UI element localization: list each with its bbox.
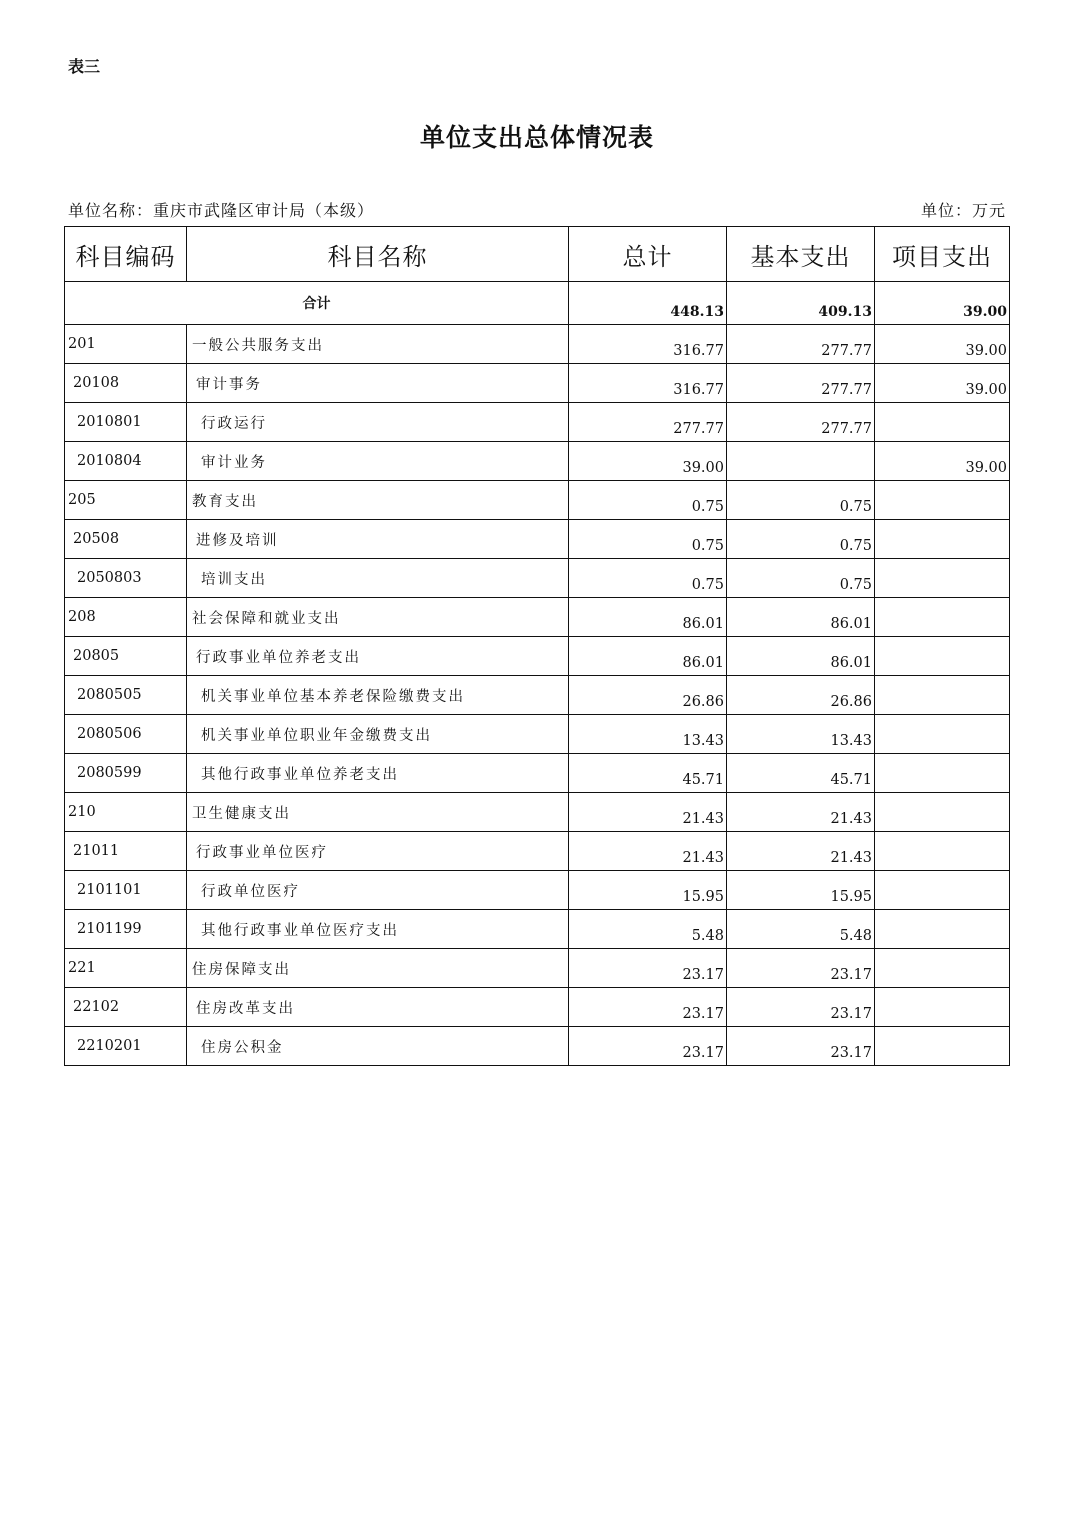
row-project (875, 949, 1010, 988)
table-row (65, 871, 1010, 910)
row-basic: 26.86 (727, 676, 875, 715)
row-total: 15.95 (569, 871, 727, 910)
row-total: 23.17 (569, 949, 727, 988)
row-project (875, 832, 1010, 871)
row-basic: 86.01 (727, 637, 875, 676)
row-project (875, 598, 1010, 637)
row-total: 316.77 (569, 325, 727, 364)
table-row (65, 676, 1010, 715)
row-total: 26.86 (569, 676, 727, 715)
row-total: 45.71 (569, 754, 727, 793)
header-project: 项目支出 (875, 227, 1010, 282)
row-basic: 0.75 (727, 481, 875, 520)
row-total: 86.01 (569, 637, 727, 676)
page-label: 表三 (68, 57, 101, 76)
header-basic: 基本支出 (727, 227, 875, 282)
row-name: 进修及培训 (187, 520, 569, 559)
row-code: 22102 (65, 988, 187, 1027)
row-name: 行政事业单位养老支出 (187, 637, 569, 676)
row-code: 21011 (65, 832, 187, 871)
row-code: 208 (65, 598, 187, 637)
row-name: 其他行政事业单位医疗支出 (187, 910, 569, 949)
row-basic: 277.77 (727, 364, 875, 403)
row-basic: 23.17 (727, 1027, 875, 1066)
row-basic: 23.17 (727, 949, 875, 988)
row-code: 20108 (65, 364, 187, 403)
row-project (875, 520, 1010, 559)
total-label: 合计 (65, 282, 569, 325)
table-header-row (65, 227, 1010, 282)
row-name: 社会保障和就业支出 (187, 598, 569, 637)
row-total: 39.00 (569, 442, 727, 481)
table-row (65, 403, 1010, 442)
table-row (65, 325, 1010, 364)
row-basic: 0.75 (727, 559, 875, 598)
row-project (875, 637, 1010, 676)
table-row (65, 949, 1010, 988)
row-code: 2080505 (65, 676, 187, 715)
table-row (65, 793, 1010, 832)
row-basic: 23.17 (727, 988, 875, 1027)
row-basic: 21.43 (727, 832, 875, 871)
row-code: 20805 (65, 637, 187, 676)
total-row (65, 282, 1010, 325)
row-name: 住房改革支出 (187, 988, 569, 1027)
table-row (65, 442, 1010, 481)
row-name: 住房保障支出 (187, 949, 569, 988)
row-total: 316.77 (569, 364, 727, 403)
expenditure-table (64, 226, 1010, 1066)
table-row (65, 754, 1010, 793)
row-project (875, 715, 1010, 754)
row-project (875, 793, 1010, 832)
row-project: 39.00 (875, 442, 1010, 481)
row-name: 机关事业单位基本养老保险缴费支出 (187, 676, 569, 715)
row-code: 210 (65, 793, 187, 832)
row-basic: 15.95 (727, 871, 875, 910)
table-row (65, 910, 1010, 949)
row-total: 23.17 (569, 1027, 727, 1066)
row-code: 2101199 (65, 910, 187, 949)
row-code: 2080599 (65, 754, 187, 793)
row-project (875, 481, 1010, 520)
table-row (65, 832, 1010, 871)
table-row (65, 988, 1010, 1027)
row-basic: 86.01 (727, 598, 875, 637)
row-project (875, 676, 1010, 715)
row-project (875, 988, 1010, 1027)
row-basic: 45.71 (727, 754, 875, 793)
row-project (875, 754, 1010, 793)
row-project (875, 1027, 1010, 1066)
total-total: 448.13 (569, 282, 727, 325)
table-row (65, 598, 1010, 637)
table-row (65, 637, 1010, 676)
row-total: 0.75 (569, 559, 727, 598)
row-total: 21.43 (569, 793, 727, 832)
header-name: 科目名称 (187, 227, 569, 282)
row-code: 2050803 (65, 559, 187, 598)
row-code: 2210201 (65, 1027, 187, 1066)
row-code: 221 (65, 949, 187, 988)
row-name: 行政事业单位医疗 (187, 832, 569, 871)
table-row (65, 1027, 1010, 1066)
row-total: 21.43 (569, 832, 727, 871)
page-title: 单位支出总体情况表 (419, 123, 654, 152)
row-name: 培训支出 (187, 559, 569, 598)
unit-name: 单位名称：重庆市武隆区审计局（本级） (68, 201, 375, 220)
row-basic: 21.43 (727, 793, 875, 832)
table-row (65, 364, 1010, 403)
row-name: 住房公积金 (187, 1027, 569, 1066)
row-code: 201 (65, 325, 187, 364)
row-total: 5.48 (569, 910, 727, 949)
total-basic: 409.13 (727, 282, 875, 325)
header-total: 总计 (569, 227, 727, 282)
row-total: 0.75 (569, 481, 727, 520)
row-basic: 277.77 (727, 403, 875, 442)
row-name: 其他行政事业单位养老支出 (187, 754, 569, 793)
row-code: 205 (65, 481, 187, 520)
row-code: 2010804 (65, 442, 187, 481)
header-code: 科目编码 (65, 227, 187, 282)
row-project (875, 871, 1010, 910)
table-row (65, 481, 1010, 520)
row-basic (727, 442, 875, 481)
row-name: 行政单位医疗 (187, 871, 569, 910)
row-basic: 13.43 (727, 715, 875, 754)
row-basic: 0.75 (727, 520, 875, 559)
total-project: 39.00 (875, 282, 1010, 325)
row-total: 13.43 (569, 715, 727, 754)
row-name: 机关事业单位职业年金缴费支出 (187, 715, 569, 754)
row-basic: 5.48 (727, 910, 875, 949)
row-name: 一般公共服务支出 (187, 325, 569, 364)
row-name: 卫生健康支出 (187, 793, 569, 832)
row-project (875, 559, 1010, 598)
row-code: 2080506 (65, 715, 187, 754)
row-basic: 277.77 (727, 325, 875, 364)
row-code: 2101101 (65, 871, 187, 910)
row-project (875, 403, 1010, 442)
row-total: 23.17 (569, 988, 727, 1027)
row-total: 86.01 (569, 598, 727, 637)
table-row (65, 520, 1010, 559)
unit-label: 单位：万元 (920, 201, 1006, 220)
row-total: 277.77 (569, 403, 727, 442)
row-project (875, 910, 1010, 949)
row-code: 2010801 (65, 403, 187, 442)
row-project: 39.00 (875, 364, 1010, 403)
table-row (65, 559, 1010, 598)
row-name: 教育支出 (187, 481, 569, 520)
row-code: 20508 (65, 520, 187, 559)
table-row (65, 715, 1010, 754)
row-name: 审计事务 (187, 364, 569, 403)
row-name: 审计业务 (187, 442, 569, 481)
row-total: 0.75 (569, 520, 727, 559)
row-name: 行政运行 (187, 403, 569, 442)
row-project: 39.00 (875, 325, 1010, 364)
